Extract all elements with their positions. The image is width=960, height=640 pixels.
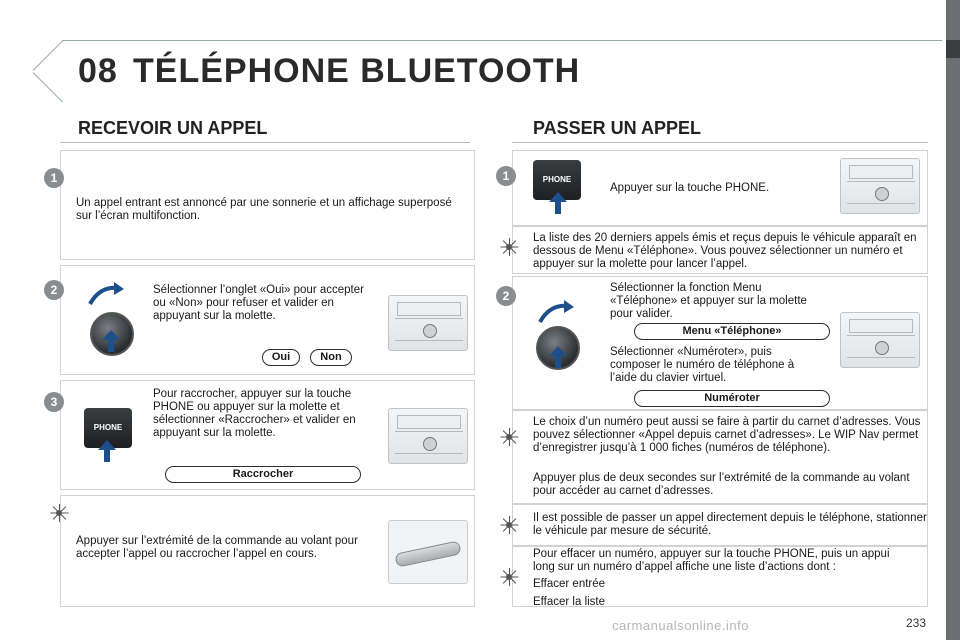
radio-display [849, 165, 913, 179]
radio-dial [875, 341, 889, 355]
tip-icon [500, 428, 518, 446]
left-section-heading: RECEVOIR UN APPEL [78, 118, 268, 138]
place-tip-3-text: Il est possible de passer un appel directement depuis le téléphone, stationner le véhicule par mesure de sécurité. [533, 512, 927, 537]
action-item: Effacer entrée [533, 578, 606, 590]
title-corner-line [33, 40, 63, 70]
radio-dial [875, 187, 889, 201]
press-arrow-icon [102, 330, 120, 352]
steering-control-illustration [388, 520, 468, 584]
tip-icon [500, 516, 518, 534]
radio-unit-illustration [840, 312, 920, 368]
oui-option[interactable]: Oui [262, 349, 300, 366]
right-section-heading: PASSER UN APPEL [533, 118, 702, 138]
rotate-arrow-icon [88, 282, 124, 308]
numeroter-option[interactable]: Numéroter [634, 390, 830, 407]
page-number: 233 [906, 616, 927, 630]
radio-button-row [395, 453, 463, 461]
step-number-badge: 2 [496, 286, 516, 306]
chapter-number: 08 [78, 52, 118, 90]
raccrocher-option[interactable]: Raccrocher [165, 466, 361, 483]
radio-button-row [395, 340, 463, 348]
place-step-2-text-b: Sélectionner «Numéroter», puis composer le numéro de téléphone à l’aide du clavier virtuel. [610, 346, 795, 384]
receive-tip-text: Appuyer sur l’extrémité de la commande au volant pour accepter l’appel ou raccrocher l’appel en cours. [76, 535, 358, 560]
chapter-tab [946, 0, 960, 640]
section-rule [60, 142, 470, 143]
page-title: TÉLÉPHONE BLUETOOTH [133, 52, 581, 90]
radio-dial [423, 324, 437, 338]
receive-step-1-text: Un appel entrant est annoncé par une sonnerie et un affichage superposé sur l’écran multifonction. [76, 197, 452, 222]
place-step-1-text: Appuyer sur la touche PHONE. [610, 182, 770, 194]
radio-display [849, 319, 913, 333]
watermark: carmanualsonline.info [612, 618, 749, 633]
radio-display [397, 415, 461, 429]
step-number-badge: 2 [44, 280, 64, 300]
radio-display [397, 302, 461, 316]
phone-button-icon: PHONE [533, 160, 581, 200]
receive-step-3-text: Pour raccrocher, appuyer sur la touche PHONE ou appuyer sur la molette et sélectionner «Raccrocher» et valider en appuyant sur la molette. [153, 388, 356, 439]
place-tip-4-text: Pour effacer un numéro, appuyer sur la touche PHONE, puis un appui long sur un numéro d’appel affiche une liste d’actions dont : [533, 548, 890, 573]
place-tip-2-text-b: Appuyer plus de deux secondes sur l’extrémité de la commande au volant pour accéder au carnet d’adresses. [533, 472, 910, 497]
section-rule [512, 142, 928, 143]
chapter-tab-marker [946, 40, 960, 58]
press-arrow-icon [549, 346, 567, 368]
rotate-arrow-icon [538, 300, 574, 326]
press-arrow-icon [549, 192, 567, 214]
radio-dial [423, 437, 437, 451]
radio-button-row [847, 357, 915, 365]
radio-unit-illustration [840, 158, 920, 214]
step-number-badge: 1 [44, 168, 64, 188]
tip-icon [500, 238, 518, 256]
receive-step-2-text: Sélectionner l’onglet «Oui» pour accepter ou «Non» pour refuser et valider en appuyant sur la molette. [153, 284, 364, 322]
action-item: Effacer la liste [533, 596, 606, 608]
tip-icon [500, 568, 518, 586]
radio-unit-illustration [388, 408, 468, 464]
step-number-badge: 1 [496, 166, 516, 186]
phone-button-icon: PHONE [84, 408, 132, 448]
menu-telephone-option[interactable]: Menu «Téléphone» [634, 323, 830, 340]
radio-button-row [847, 203, 915, 211]
steering-stalk [394, 540, 461, 567]
place-tip-2-text-a: Le choix d’un numéro peut aussi se faire à partir du carnet d’adresses. Vous pouvez sélectionner «Appel depuis carnet d’adresses». Le WIP Nav permet d’enregistrer jusqu’à 1 000 fiches (numéros de téléphone). [533, 416, 921, 454]
non-option[interactable]: Non [310, 349, 352, 366]
title-corner-line [33, 72, 63, 102]
place-step-2-text-a: Sélectionner la fonction Menu «Téléphone» et appuyer sur la molette pour valider. [610, 282, 807, 320]
tip-icon [50, 504, 68, 522]
place-tip-1-text: La liste des 20 derniers appels émis et reçus depuis le véhicule apparaît en dessous de Menu «Téléphone». Vous pouvez sélectionner un numéro et appuyer sur la molette pour lancer l’appel. [533, 232, 917, 270]
title-rule [62, 40, 942, 41]
step-number-badge: 3 [44, 392, 64, 412]
radio-unit-illustration [388, 295, 468, 351]
press-arrow-icon [98, 440, 116, 462]
